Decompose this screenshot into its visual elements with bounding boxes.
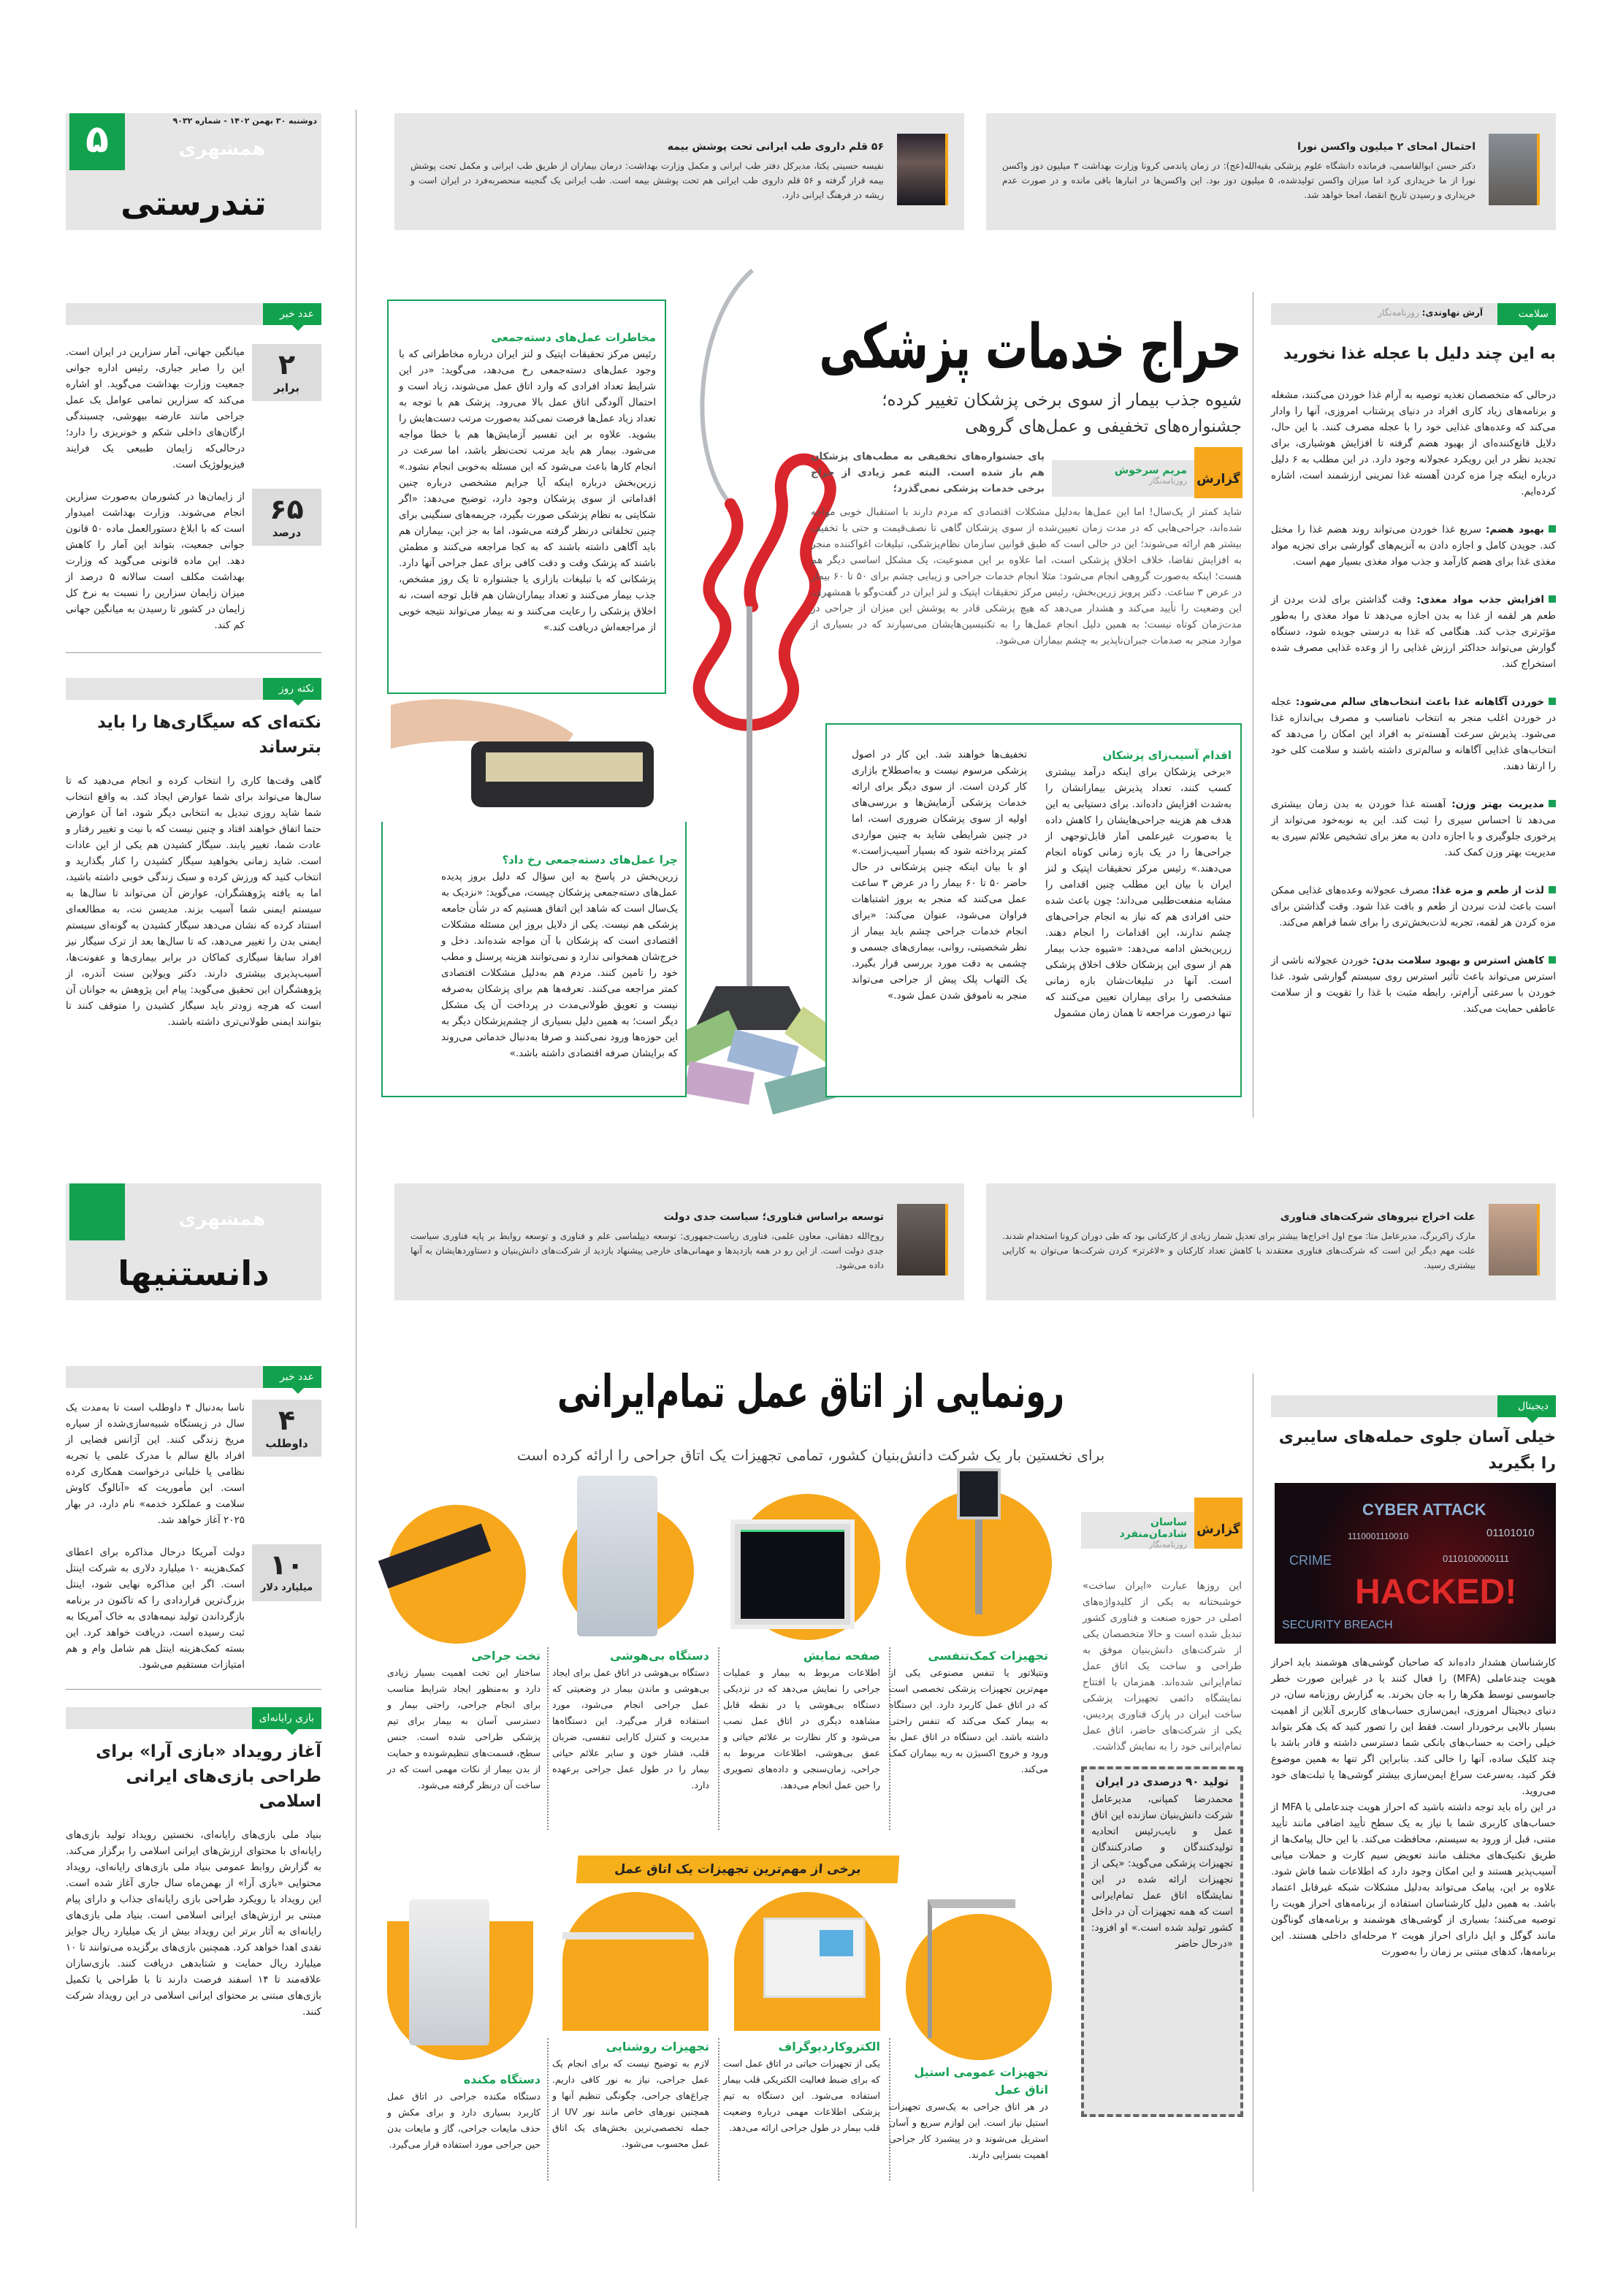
author-name[interactable]: مریم سرخوش [1114, 465, 1187, 476]
section-title: دانستنیها [118, 1254, 270, 1293]
bullet-item [1271, 882, 1556, 931]
bullet-square-icon [1549, 595, 1556, 603]
stat-box [252, 344, 321, 401]
green-marker [69, 1183, 125, 1240]
stat-unit: برابر [273, 381, 300, 394]
teaser-text: نفیسه حسینی یکتا، مدیرکل دفتر طب ایرانی و مکمل وزارت بهداشت: درمان بیماران از طریق طب ایرانی و مکمل تحت پوشش بیمه قرار گرفته و ۵۶ قلم داروی طب ایرانی هم تحت پوشش بیمه است. طب ایرانی یک گنجینه منحصربه‌فرد در ایران است و ریشه در فرهنگ ایرانی دارد. [411, 161, 884, 200]
newspaper-logo: همشهری [178, 1208, 266, 1230]
bullet-text: وقت گذاشتن برای لذت بردن از طعم هر لقمه از غذا به بدن اجازه می‌دهد تا مواد مغذی را به‌طور مؤثرتری جذب کند. هنگامی که غذا به درستی جویده شود، دستگاه گوارش می‌تواند حداکثر ارزش غذایی را از وعده غذایی مصرف شده استخراج کند. [1271, 594, 1556, 670]
hand-wallet-photo [391, 690, 661, 818]
box-heading: اقدام آسیب‌زای پزشکان [1102, 749, 1232, 762]
item-text: یکی از تجهیزات حیاتی در اتاق عمل است که برای ضبط فعالیت الکتریکی قلب بیمار استفاده می‌شود. این دستگاه به تیم پزشکی اطلاعات مهمی درباره وضعیت قلب بیمار در طول جراحی ارائه می‌دهد. [723, 2058, 880, 2133]
main-subtitle [796, 387, 1242, 440]
byline-role: روزنامه‌نگار [1378, 308, 1419, 318]
bullet-head: مدیریت بهتر وزن: [1451, 798, 1544, 810]
divider [66, 652, 321, 653]
item-title: دستگاه بی‌هوشی [609, 1649, 709, 1663]
box-heading: چرا عمل‌های دسته‌جمعی رخ داد؟ [502, 853, 678, 866]
bullet-item [1271, 522, 1556, 570]
article-headline[interactable]: نکته‌ای که سیگاری‌ها را باید بترساند [97, 713, 321, 757]
image-text: 0110100000111 [1443, 1553, 1510, 1564]
box-column-right [1045, 747, 1232, 1021]
bullet-head: خوردن آگاهانه غذا باعث انتخاب‌های سالم می‌شود: [1295, 696, 1545, 708]
article-headline[interactable]: خیلی آسان جلوی حمله‌های سایبری را بگیرید [1278, 1428, 1556, 1473]
article-lead: پای جشنواره‌های تخفیفی به مطب‌های پزشکان هم باز شده است. البته عمر زیادی از حراج برخی خدمات پزشکی نمی‌گذرد؛ [811, 451, 1045, 495]
teaser-title: توسعه براساس فناوری؛ سیاست جدی دولت [663, 1211, 884, 1223]
newspaper-logo: همشهری [178, 138, 266, 160]
subtitle-line: جشنواره‌های تخفیفی و عمل‌های گروهی [965, 417, 1242, 436]
divider [66, 1689, 321, 1690]
box-column-left: تخفیف‌ها خواهند شد. این کار در اصول پزشکی مرسوم نیست و به‌اصطلاح بازاری کار کردن است. از سوی دیگر برای ارائه خدمات پزشکی آزمایش‌ها و بررسی‌های اولیه از سوی پزشکان ضروری است، اما در چنین شرایطی شاید به چنین مواردی کمتر پرداخته شود که بسیار آسیب‌زاست.» او با بیان اینکه چنین پزشکانی در حال حاضر ۵۰ تا ۶۰ بیمار را در عرض ۳ ساعت عمل می‌کنند که منجر به بروز اشتباهات فراوان می‌شود، عنوان می‌کند: «برای انجام خدمات جراحی چشم باید بیمار از نظر شخصیتی، روانی، بیماری‌های جسمی و چشمی به دقت مورد بررسی قرار بگیرد. یک التهاب پلک پیش از جراحی می‌تواند منجر به ناموفق شدن عمل شود.» [852, 749, 1027, 1002]
equipment-item [723, 1647, 880, 1793]
stat-row [66, 489, 321, 633]
item-text: دستگاه مکنده جراحی در اتاق عمل کاربرد بسیاری دارد و برای مکش و حذف مایعات جراحی، گاز و مایعات بدن حین جراحی مورد استفاده قرار می‌گیرد. [387, 2091, 541, 2150]
sidebar-box-production [1081, 1766, 1243, 2117]
author-role: روزنامه‌نگار [1149, 476, 1187, 486]
lower-left-column [66, 1366, 321, 2020]
stat-box [252, 489, 321, 546]
bullet-text: خوردن عجولانه ناشی از استرس می‌تواند باعث تأثیر استرس روی سیستم گوارشی شود. غذا خوردن با سرعتی آرام‌تر، رابطه مثبت با غذا را تقویت و از سلامت عاطفی حمایت می‌کند. [1271, 955, 1556, 1015]
stat-number: ۴ [278, 1404, 296, 1436]
teaser-title: احتمال امحای ۲ میلیون واکسن نورا [1297, 141, 1476, 153]
image-text: 1110001110010 [1348, 1531, 1409, 1541]
issue-date: دوشنبه ۳۰ بهمن ۱۴۰۲ - شماره ۹۰۳۲ [172, 116, 317, 126]
section-tag-bar [66, 303, 321, 325]
ventilator-image [950, 1468, 1001, 1629]
stat-row [66, 1544, 321, 1673]
teaser-text: مارک زاکربرگ، مدیرعامل متا: موج اول اخراج‌ها بیشتر برای تعدیل شمار زیادی از کارکنانی بود که طی دوران کرونا استخدام شدند. علت مهم دیگر این است که شرکت‌های فناوری معتقدند با کاهش تعداد کارکنان و «لاغرتر» کردن شرکت‌ها می‌توان به کارایی بیشتری رسید. [1002, 1231, 1476, 1270]
main-headline: رونمایی از اتاق عمل تمام‌ایرانی [557, 1366, 1065, 1419]
article-body: شاید کمتر از یک‌سال! اما این عمل‌ها به‌دلیل مشکلات اقتصادی که مردم دارند با استقبال خوبی مواجه شده‌اند، جراحی‌هایی که در مدت زمان تعیین‌شده از سوی پزشکان گاهی تا نصف‌قیمت و حتی با تخفیف بیشتر هم ارائه می‌شوند؛ این در حالی است که طبق قوانین سازمان نظام‌پزشکی، تبلیغات اغواکننده منجر به افزایش تقاضا، خلاف اخلاق پزشکی است، اما علاوه بر این ممنوعیت، یک مشکل اساسی دیگر هم هست؛ اینکه به‌صورت گروهی انجام می‌شود: مثلا انجام خدمات جراحی و زیبایی چشم برای ۵۰ تا ۶۰ بیمار در عرض ۳ ساعت. دکتر پرویز زرین‌بخش، رئیس مرکز تحقیقات اپتیک و لنز ایران در گفت‌وگو با همشهری، این وضعیت را تأیید می‌کند و هشدار می‌دهد که هیچ پزشکی قادر به پوشش این میزان از جراحی در مدت‌زمان کوتاه نیست؛ به همین دلیل انجام عمل‌ها را به تکنیسین‌هایشان می‌سپارند که در بسیاری از موارد منجر به صدمات جبران‌ناپذیر به چشم بیماران می‌شود. [811, 506, 1243, 647]
byline-name: آرش نهاوندی: [1421, 308, 1483, 318]
portrait-photo [1489, 1204, 1540, 1275]
dotted-divider [718, 1647, 719, 1830]
section-tag: سلامت [1497, 303, 1556, 325]
subtitle-line: شیوه جذب بیمار از سوی برخی پزشکان تغییر کرده؛ [882, 391, 1242, 410]
box-text: «برخی پزشکان برای اینکه درآمد بیشتری کسب کنند، تعداد پذیرش بیمارانشان را به‌شدت افزایش داده‌اند. برای دستیابی به این هدف هم هزینه جراحی‌هایشان را کاهش داده یا به‌صورت غیرعلمی آمار قابل‌توجهی از جراحی‌ها را در یک بازه زمانی کوتاه انجام می‌دهند.» رئیس مرکز تحقیقات اپتیک و لنز ایران با بیان این مطلب چنین اقدامی را مشابه منفعت‌طلبی می‌داند؛ چون باعث شده حتی افرادی هم که نیاز به انجام جراحی‌های چشم ندارند، این اقدامات را انجام دهند. زرین‌بخش ادامه می‌دهد: «شیوه جذب بیمار هم از سوی این پزشکان خلاف اخلاق پزشکی است. آنها در تبلیغات‌شان بازه زمانی مشخصی را برای بیماران تعیین می‌کنند که تنها درصورت مراجعه تا همان زمان مشمول [1045, 766, 1232, 1019]
section-tag: دیجیتال [1497, 1395, 1556, 1417]
section-tag-bar [66, 678, 321, 700]
section-tag: عدد خبر [263, 1366, 321, 1388]
stat-box [252, 1400, 321, 1457]
bullet-item [1271, 796, 1556, 861]
page-number: ۵ [69, 113, 125, 170]
steel-trolley-image [928, 1899, 1015, 2038]
image-text: 01101010 [1486, 1527, 1535, 1539]
author-name[interactable]: ساسان شادمان‌منفرد [1119, 1517, 1187, 1540]
item-title: تخت جراحی [471, 1649, 541, 1663]
bullet-square-icon [1549, 886, 1556, 893]
article-body: گاهی وقت‌ها کاری را انتخاب کرده و انجام می‌دهید که تا سال‌ها می‌تواند برای شما عوارض ایجاد کند. به واقع انتخاب شما شاید روزی تبدیل به انتخابی دیگر شود، اما آن عوارض حتما اتفاق خواهند افتاد و چنین نیست که با نیت و تغییر رفتار و عادت شما، تغییر یابند. سیگار کشیدن هم یکی از این عادات است. شاید زمانی بخواهید سیگار کشیدن را کنار بگذارید و انتخاب کنید که ورزش کرده و سبک زندگی خوبی داشته باشید، اما به یافته پژوهشگران، عوارض آن می‌تواند تا سال‌ها به سیستم ایمنی شما آسیب بزند. مدیسن نت، به مطالعه‌ای استناد کرده که نشان می‌دهد سیگار کشیدن به گونه‌ای سیستم ایمنی بدن را تغییر می‌دهد، که تا سال‌ها بعد از ترک سیگار نیز افراد سابقا سیگاری کماکان در برابر بیماری‌ها و عفونت‌ها، آسیب‌پذیری بیشتری دارند. دکتر ویولاین سنت آندره، از پژوهشگران این تحقیق می‌گوید: پیام این پژوهش به جوانان آن است که هرچه زودتر باید سیگار کشیدن را متوقف کنند تا بتوانند ایمنی طولانی‌تری داشته باشند. [66, 775, 321, 1028]
equipment-item [387, 2071, 541, 2153]
portrait-photo [897, 1204, 948, 1275]
box-heading: تولید ۹۰ درصدی در ایران [1095, 1775, 1229, 1788]
item-title: صفحه نمایش [803, 1649, 880, 1663]
item-title: تجهیزات کمک‌تنفسی [928, 1649, 1048, 1663]
equipment-item [889, 2064, 1048, 2163]
image-text: CRIME [1289, 1553, 1332, 1568]
article-paragraph: در این راه باید توجه داشته باشید که احراز هویت چندعاملی یا MFA از حساب‌های کاربری شما با نیاز به یک سطح تأیید اضافی مانند تأیید متنی، قبل از ورود به سیستم، محافظت می‌کند. با این حال پیامک‌ها از طریق تکنیک‌های مختلف مانند تعویض سیم کارت و حملات میانی آسیب‌پذیر هستند و این امکان وجود دارد که اطلاعات شما فاش شود. علاوه بر این، پیامک می‌تواند به‌دلیل مشکلات شبکه غیرقابل اعتماد باشد. به همین دلیل کارشناسان استفاده از برنامه‌های احراز هویت را توصیه می‌کنند؛ بسیاری از گوشی‌های هوشمند و برنامه‌های گوناگون مانند گوگل و اپل دارای احراز هویت ۲ مرحله‌ای داخلی هستند. این برنامه‌ها، کدهای مبتنی بر زمان را به‌صورت [1271, 1801, 1557, 1958]
bullet-square-icon [1549, 800, 1556, 807]
article-headline[interactable]: به این چند دلیل با عجله غذا نخورید [1283, 345, 1556, 363]
bullet-head: بهبود هضم: [1485, 524, 1545, 535]
item-text: ساختار این تخت اهمیت بسیار زیادی دارد و به‌منظور ایجاد شرایط مناسب برای انجام جراحی، راحتی بیمار و دسترسی آسان به بیمار برای تیم پزشکی طراحی شده است. جنس سطح، قسمت‌های تنظیم‌شونده و حمایت از بدن بیمار از نکات مهمی است که در ساخت آن درنظر گرفته می‌شود. [387, 1667, 541, 1790]
stat-number: ۶۵ [270, 493, 304, 525]
report-label: گزارش [1194, 1498, 1243, 1549]
equipment-item [552, 2038, 709, 2152]
article-body: بنیاد ملی بازی‌های رایانه‌ای، نخستین رویداد تولید بازی‌های رایانه‌ای با محتوای ارزش‌های ایرانی اسلامی را برگزار می‌کند. به گزارش روابط عمومی بنیاد ملی بازی‌های رایانه‌ای، رویداد محتوایی «بازی آرا» از بهمن‌ماه سال جاری آغاز شده است. این رویداد با رویکرد طراحی بازی رایانه‌ای جذاب و دارای پیام مبتنی بر ارزش‌های ایرانی اسلامی است. بنیاد ملی بازی‌های رایانه‌ای به آثار برتر این رویداد بیش از یک میلیارد ریال جوایز نقدی اهدا خواهد کرد. همچنین بازی‌های برگزیده می‌توانند تا ۱۰ میلیارد ریال حمایت و شتابدهی دریافت کنند. بازی‌سازان علاقه‌مند تا ۱۴ اسفند فرصت دارند تا با طراحی یا تکمیل بازی‌های مبتنی بر محتوای ایرانی اسلامی در این رویداد شرکت کنند. [66, 1829, 321, 2018]
teaser-text: دکتر حسن ابوالقاسمی، فرمانده دانشگاه علوم پزشکی بقیه‌الله(عج): در زمان پاندمی کرونا وزارت بهداشت ۳ میلیون دوز واکسن نورا از ما خریداری کرد اما میزان واکسن تولیدشده، ۵ میلیون دوز بود. این واکسن‌ها در انبارها باقی مانده و در صورت عدم خریداری و رسیدن تاریخ انقضا، امحا خواهد شد. [1002, 161, 1476, 200]
dotted-divider [889, 1647, 890, 1830]
main-headline: حراج خدمات پزشکی [819, 310, 1242, 383]
stat-number: ۲ [278, 348, 296, 381]
stat-row [66, 1400, 321, 1528]
bullet-square-icon [1549, 956, 1556, 964]
article-paragraph: کارشناسان هشدار داده‌اند که صاحبان گوشی‌های هوشمند باید احراز هویت چندعاملی (MFA) را فعال کنند یا در غیراین صورت خطر جاسوسی توسط هکرها را به جان بخرند. به گزارش روزنامه سان، در دنیای دیجیتال امروزی، ایمن‌سازی حساب‌های کاربری آنلاین از اهمیت بسیار بالایی برخوردار است. فقط این را تصور کنید که یک هکر بتواند خیلی راحت به حساب‌های بانکی شما دسترسی داشته و قادر باشد با چند کلیک ساده، آنها را خالی کند. بنابراین اگر تنها به همین موضوع فکر کنید، به‌سرعت سراغ ایمن‌سازی بیشتر گوشی‌ها یا تبلت‌های خود می‌روید. [1271, 1657, 1557, 1797]
box-heading: مخاطرات عمل‌های دسته‌جمعی [491, 331, 656, 344]
article-intro: درحالی که متخصصان تغذیه توصیه به آرام غذا خوردن می‌کنند، مشغله و برنامه‌های زیاد کاری افراد در دنیای پرشتاب امروزی، آنها را وادار می‌کند که وعده‌های غذایی خود را با عجله مصرف کنند. با این حال، دلایل قانع‌کننده‌ای از بهبود هضم گرفته تا افزایش هوشیاری، برای تجدید نظر در این رویکرد عجولانه وجود دارد. در این مطلب به ۶ دلیل درباره اینکه چرا مزه کردن آهسته غذا تمرینی ارزشمند است، اشاره کرده‌ایم. [1271, 389, 1557, 497]
item-text: اطلاعات مربوط به بیمار و عملیات جراحی را نمایش می‌دهد که در نزدیکی دستگاه بی‌هوشی یا در نقطه قابل مشاهده دیگری در اتاق عمل نصب می‌شود و کار نظارت بر علائم حیاتی و عمق بی‌هوشی، اطلاعات مربوط به جراحی، زمان‌سنجی و داده‌های تصویری را حین عمل انجام می‌دهد. [723, 1667, 880, 1790]
teaser-vaccine[interactable] [986, 113, 1556, 230]
image-text: SECURITY BREACH [1282, 1619, 1393, 1631]
teaser-tech-layoffs[interactable] [986, 1183, 1556, 1300]
author-role: روزنامه‌نگار [1149, 1540, 1187, 1549]
stat-text: میانگین جهانی، آمار سزارین در ایران است. این را صابر جباری، رئیس اداره جوانی جمعیت وزارت بهداشت می‌گوید. او اشاره می‌کند که سزارین تمامی عوامل یک عمل جراحی مانند عارضه بیهوشی، چسبندگی ارگان‌های داخلی شکم و خونریزی را دارد؛ درحالی‌که زایمان طبیعی یک فرایند فیزیولوژیک است. [66, 346, 245, 470]
bullet-text: عجله در خوردن اغلب منجر به انتخاب نامناسب و مصرف بی‌اندازه غذا می‌شود. پذیرش سرعت آهسته‌تر به افراد این امکان را می‌دهد که انتخاب‌های غذایی آگاهانه و سالم‌تری داشته باشند و سلامت کلی خود را ارتقا دهند. [1271, 696, 1556, 772]
stat-text: دولت آمریکا درحال مذاکره برای اعطای کمک‌هزینه ۱۰ میلیارد دلاری به شرکت اینتل است. اگر این مذاکره نهایی شود، اینتل بزرگ‌ترین قراردادی را که تاکنون در برنامه بازگرداندن تولید نیمه‌هادی به خاک آمریکا به ثبت رسیده است، دریافت خواهد کرد. این بسته کمک‌هزینه اینتل هم شامل وام و هم امتیازات مستقیم می‌شود. [66, 1546, 245, 1671]
bullet-item [1271, 953, 1556, 1017]
teaser-tech-policy[interactable] [394, 1183, 964, 1300]
section-tag: عدد خبر [263, 303, 321, 325]
section-tag: نکته روز [263, 678, 321, 700]
stat-unit: درصد [272, 526, 302, 539]
item-text: ونتیلاتور یا تنفس مصنوعی یکی از مهم‌ترین تجهیزات پزشکی تخصصی است که در اتاق عمل کاربرد دارد. این دستگاه به بیمار کمک می‌کند که تنفس راحتی داشته باشد. این دستگاه در اتاق عمل به ورود و خروج اکسیژن به ریه بیماران کمک می‌کند. [889, 1667, 1048, 1774]
report-label: گزارش [1194, 447, 1243, 498]
equipment-item [552, 1647, 709, 1793]
masthead-science [66, 1183, 321, 1300]
dotted-divider [889, 2038, 890, 2181]
item-title: الکتروکاردیوگراف [778, 2040, 880, 2053]
stat-unit: داوطلب [265, 1437, 308, 1450]
portrait-photo [1489, 134, 1540, 205]
section-tag-bar [1271, 1395, 1556, 1417]
bullet-square-icon [1549, 525, 1556, 533]
stat-text: از زایمان‌ها در کشورمان به‌صورت سزارین انجام می‌شوند. وزارت بهداشت امیدوار است که با ابلاغ دستورالعمل ماده ۵۰ قانون جوانی جمعیت، بتواند این آمار را کاهش دهد. این ماده قانونی می‌گوید که وزارت بهداشت مکلف است سالانه ۵ درصد از میزان زایمان سزارین را نسبت به نرخ کل زایمان در کشور تا رسیدن به میانگین جهانی کم کند. [66, 491, 245, 631]
teaser-title: علت اخراج نیروهای شرکت‌های فناوری [1280, 1211, 1476, 1223]
cyber-attack-image [1275, 1483, 1556, 1644]
item-title: تجهیزات روشنایی [606, 2040, 709, 2053]
author-byline [1052, 460, 1194, 497]
vacuum-pole [747, 606, 752, 986]
stat-row [66, 344, 321, 473]
box-text: محمدرضا کمپانی، مدیرعامل شرکت دانش‌بنیان سازنده این اتاق عمل و نایب‌رئیس اتحادیه تولیدکنندگان و صادرکنندگان تجهیزات پزشکی می‌گوید: «یکی از تجهیزات ارائه شده در این نمایشگاه اتاق عمل تمام‌ایرانی است که همه تجهیزات آن در داخل کشور تولید شده است.» او افزود: «درحال حاضر [1091, 1793, 1233, 1950]
item-title: دستگاه مکنده [463, 2072, 541, 2086]
stat-unit: میلیارد دلار [260, 1582, 313, 1593]
bullet-item [1271, 592, 1556, 672]
stat-number: ۱۰ [270, 1549, 304, 1581]
item-text: در هر اتاق جراحی به یک‌سری تجهیزات استیل نیاز است. این لوازم سریع و آسان استریل می‌شوند و در پیشبرد کار جراحی اهمیت بسزایی دارند. [889, 2101, 1048, 2160]
equipment-item [387, 1647, 541, 1793]
author-byline [1081, 1512, 1194, 1549]
dotted-divider [547, 2038, 549, 2181]
section-tag-bar [66, 1366, 321, 1388]
report-text: این روزها عبارت «ایران ساخت» خوشبختانه به یکی از کلیدواژه‌های اصلی در حوزه صنعت و فناوری کشور تبدیل شده است و حالا متخصصان یکی از شرکت‌های دانش‌بنیان موفق به طراحی و ساخت یک اتاق عمل تمام‌ایرانی شده‌اند. همزمان با افتتاح نمایشگاه دائمی تجهیزات پزشکی ساخت ایران در پارک فناوری پردیس، یکی از شرکت‌های حاضر، اتاق عمل تمام‌ایرانی خود را به نمایش گذاشت. [1083, 1580, 1242, 1752]
image-text: CYBER ATTACK [1362, 1500, 1486, 1519]
upper-left-column [66, 303, 321, 1030]
bullet-item [1271, 694, 1556, 774]
bullet-head: کاهش استرس و بهبود سلامت بدن: [1372, 955, 1545, 966]
dotted-divider [547, 1647, 549, 1830]
teaser-title: ۵۶ قلم داروی طب ایرانی تحت پوشش بیمه [667, 141, 884, 153]
portrait-photo [897, 134, 948, 205]
section-tag-bar [66, 1707, 321, 1729]
item-text: دستگاه بی‌هوشی در اتاق عمل برای ایجاد بی‌هوشی و ماندن بیمار در وضعیتی که عمل جراحی انجام می‌شود، مورد استفاده قرار می‌گیرد. این دستگاه‌ها مدیریت و کنترل کارایی تنفسی، ضربان قلب، فشار خون و سایر علائم حیاتی بیمار را در طول عمل جراحی برعهده دارد. [552, 1667, 709, 1790]
section-title: تندرستی [121, 183, 267, 223]
ecg-image [763, 1918, 866, 1998]
bullet-square-icon [1549, 698, 1556, 705]
image-text: HACKED! [1355, 1573, 1517, 1612]
article-body [1271, 1655, 1556, 1960]
article-body [1271, 387, 1556, 1017]
stat-box [252, 1544, 321, 1601]
report-column [1081, 1578, 1243, 2117]
bullet-head: لذت از طعم و مزه غذا: [1432, 885, 1545, 896]
bullet-text: مصرف عجولانه وعده‌های غذایی ممکن است باعث لذت نبردن از طعم و بافت غذا شود. وقت گذاشتن برای مزه کردن هر لقمه، تجربه لذت‌بخش‌تری را برای شما فراهم می‌کند. [1271, 885, 1556, 928]
surgical-light-image [562, 1932, 694, 1976]
monitor-image [730, 1519, 855, 1629]
masthead-health [66, 113, 321, 230]
section-tag: بازی رایانه‌ای [252, 1707, 321, 1729]
box-text: رئیس مرکز تحقیقات اپتیک و لنز ایران درباره مخاطراتی که با وجود عمل‌های دسته‌جمعی رخ می‌دهد، می‌گوید: «در این شرایط تعداد افرادی که وارد اتاق عمل می‌شوند، زیاد است و احتمال آلودگی اتاق عمل بالا می‌رود. پزشک هم با توجه به تعداد زیاد عمل‌ها فرصت نمی‌کند به‌صورت مرتب دست‌هایش را بشوید. علاوه بر این تفسیر آزمایش‌ها هم با خطا مواجه می‌شود. بیمار هم باید مرتب تحت‌نظر باشد، اما سرعت در انجام کارها باعث می‌شود که این مسئله به‌خوبی انجام نشود.» زرین‌بخش درباره اینکه آیا جرایم مشخصی درباره چنین اقداماتی از سوی پزشکان وجود دارد، توضیح می‌دهد: «اگر شکایتی به نظام پزشکی صورت بگیرد، جریمه‌های سنگینی برای چنین تخلفاتی درنظر گرفته می‌شود، اما به جز این، بیماران هم باید آگاهی داشته باشند که به کجا مراجعه می‌کنند و مطمئن باشند که پزشک وقت و دقت کافی برای عمل جراحی آنها دارد. پزشکانی که با تبلیغات بازاری یا جشنواره تا یک روز مشخص، جذب بیمار می‌کنند و تعداد بیماران‌شان هم قابل توجه است، نه اخلاق پزشکی را رعایت می‌کنند و نه بیمار می‌تواند نتیجه خوبی از مراجعه‌اش دریافت کند.» [399, 348, 656, 633]
stat-text: ناسا به‌دنبال ۴ داوطلب است تا به‌مدت یک سال در زیستگاه شبیه‌سازی‌شده از سیاره مریخ زندگی کنند. این آژانس فضایی از افراد بالغ سالم با مدرک علمی یا تجربه نظامی یا خلبانی درخواست همکاری کرده است. این مأموریت که «آنالوگ کاوش سلامت و عملکرد خدمه» نام دارد، در بهار ۲۰۲۵ آغاز خواهد شد. [66, 1402, 245, 1526]
equipment-item [889, 1647, 1048, 1777]
section-tag-bar [1271, 303, 1556, 325]
sidebar-box-risks [387, 300, 666, 694]
bullet-text: آهسته غذا خوردن به بدن زمان بیشتری می‌دهد تا احساس سیری را ثبت کند. این به نوبه‌خود می‌تواند از پرخوری جلوگیری و با اجازه دادن به مغز برای تشخیص علائم سیری به مدیریت بهتر وزن کمک کند. [1271, 798, 1556, 858]
item-text: لازم به توضیح نیست که برای انجام یک عمل جراحی، نیاز به نور کافی داریم. چراغ‌های جراحی، چگونگی تنظیم آنها و همچنین نورهای خاص مانند نور UV از جمله تخصصی‌ترین بخش‌های یک اتاق عمل محسوب می‌شود. [552, 2058, 709, 2149]
dotted-divider [718, 2038, 719, 2181]
suction-device-image [409, 1899, 489, 2045]
equipment-item [723, 2038, 880, 2136]
bullet-head: افزایش جذب مواد مغذی: [1416, 594, 1544, 606]
byline [1378, 308, 1483, 318]
teaser-herbal-medicine[interactable] [394, 113, 964, 230]
sidebar-box-harm [825, 723, 1242, 1097]
equipment-banner: برخی از مهم‌ترین تجهیزات یک اتاق عمل [576, 1856, 900, 1883]
stethoscope-tube [702, 270, 752, 504]
teaser-text: روح‌الله دهقانی، معاون علمی، فناوری ریاست‌جمهوری: توسعه دیپلماسی علم و فناوری و توسعه روابط بر پایه فناوری سیاست جدی دولت است. از این رو در همه بازدیدها و مهمانی‌های خارجی پیشنهاد بازدید از شرکت‌های دانش‌بنیان و دستاوردهایشان به آنها داده می‌شود. [411, 1231, 884, 1270]
bullet-text: سریع غذا خوردن می‌تواند روند هضم غذا را مختل کند. جویدن کامل و اجازه دادن به آنزیم‌های گوارشی برای تجزیه مواد مغذی غذا برای هضم کارآمد و جذب مواد مغذی بسیار مهم است. [1271, 524, 1556, 568]
sidebar-box-why [381, 822, 687, 1097]
item-title: تجهیزات عمومی استیل اتاق عمل [914, 2065, 1048, 2097]
main-subtitle: برای نخستین بار یک شرکت دانش‌بنیان کشور، تمامی تجهیزات یک اتاق جراحی را ارائه کرده است [516, 1446, 1105, 1464]
article-headline[interactable]: آغاز رویداد «بازی آرا» برای طراحی بازی‌های ایرانی اسلامی [96, 1742, 321, 1811]
box-text: زرین‌بخش در پاسخ به این سؤال که دلیل بروز پدیده عمل‌های دسته‌جمعی پزشکان چیست، می‌گوید: «نزدیک به یک‌سال است که شاهد این اتفاق هستیم که در شأن جامعه پزشکی هم نیست. یکی از دلایل بروز این مسئله مشکلات اقتصادی است که پزشکان با آن مواجه شده‌اند. دخل و خرج‌شان همخوانی ندارد و نمی‌توانند هزینه پرسنل و مطب خود را تامین کنند. مردم هم به‌دلیل مشکلات اقتصادی کمتر مراجعه می‌کنند. تعرفه‌ها هم برای پزشکان به‌صرفه نیست و تعویق طولانی‌مدت در پرداخت آن یک مشکل دیگر است؛ به همین دلیل بسیاری از چشم‌پزشکان دیگر به این حوزه‌ها ورود نمی‌کنند و صرفا به‌دنبال خدماتی می‌روند که برایشان صرفه اقتصادی داشته باشد.» [441, 871, 678, 1059]
anesthesia-machine-image [577, 1476, 657, 1636]
